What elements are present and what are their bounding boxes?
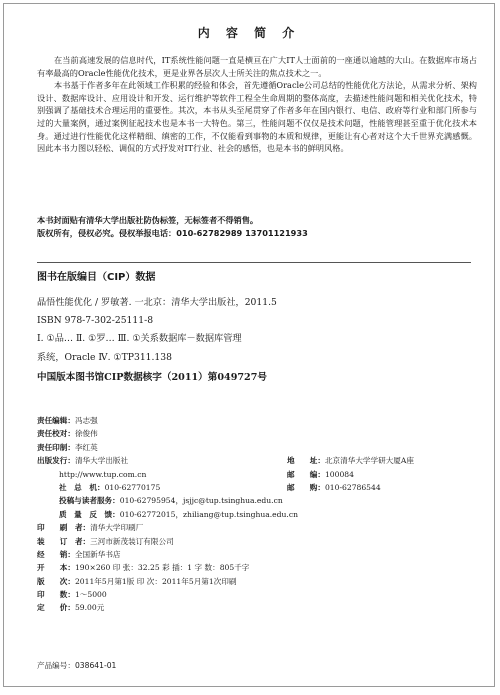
product-number: 产品编号：038641-01 [37, 661, 117, 670]
colophon-label: 责任校对： [37, 429, 75, 439]
colophon-label: 开 本： [37, 563, 75, 573]
colophon-value: 北京清华大学学研大厦A座 [324, 456, 414, 466]
colophon-value: 010-62772015，zhiliang@tup.tsinghua.edu.cn [119, 509, 298, 519]
colophon-label: 印 刷 者： [37, 523, 91, 533]
copyright-page [3, 3, 495, 687]
colophon-label: 责任编辑： [37, 416, 75, 425]
summary-paragraph: 本书基于作者多年在此领域工作积累的经验和体会，首先遵循Oracle公司总结的性能优化方法论，从需求分析、架构设计、数据库设计、应用设计和开发、运行维护等软件工程全生命周期的整体高度，去描述性能问题和相关优化技术，特别强调了基础技术合理运用的重要性。其次，本书从头至尾贯穿了作者多年在国内银行、电信、政府等行业和部门所参与过的大量案例，通过案例征起技术也是本书一大特色。第三，性能问题不仅仅是技术问题，性能管理甚至重于优化技术本身。通过进行性能优化这样精细、缜密的工作，不仅能看到事物的本质和规律，更能让有心者对这个大千世界充满感慨。因此本书力图以轻松、调侃的方式抒发对IT行业、社会的感悟，也是本书的鲜明风格。 [37, 80, 477, 154]
colophon-label: 邮 编： [287, 469, 325, 479]
piracy-report-line: 版权所有，侵权必究。侵权举报电话：010-62782989 13701121933 [37, 227, 308, 238]
colophon-value: 59.00元 [74, 603, 105, 613]
colophon-row [37, 481, 477, 494]
colophon-label: 投稿与读者服务： [59, 496, 120, 506]
cip-line: 晶悟性能优化 / 罗敏著. 一北京：清华大学出版社，2011.5 [37, 297, 277, 308]
colophon-row [37, 414, 477, 427]
colophon-label: 印 数： [37, 590, 75, 600]
colophon-value: 徐俊伟 [74, 429, 98, 439]
summary-paragraph: 在当前高速发展的信息时代，IT系统性能问题一直是横亘在广大IT人士面前的一座通以逾越的大山。在数据库市场占有率最高的Oracle性能优化技术，更是业界各层次人士所关注的焦点技术之一。 [37, 55, 477, 78]
colophon-value: 2011年5月第1版 印 次：2011年5月第1次印刷 [74, 576, 237, 586]
colophon-value: 010-62770175 [104, 482, 161, 492]
colophon-row [37, 561, 477, 574]
colophon-row [37, 521, 477, 534]
divider [37, 262, 471, 263]
colophon-value: 010-62795954，jsjjc@tup.tsinghua.edu.cn [119, 496, 283, 506]
colophon-label: 版 次： [37, 576, 75, 586]
colophon-label: 质 量 反 馈： [59, 509, 120, 519]
colophon-row [37, 494, 477, 507]
cip-record-number: 中国版本图书馆CIP数据核字（2011）第049727号 [37, 371, 267, 383]
colophon-label: 定 价： [37, 603, 75, 613]
colophon-row [37, 427, 477, 440]
colophon-row [37, 601, 477, 614]
colophon-label: 社 总 机： [59, 482, 105, 492]
colophon-row [37, 588, 477, 601]
colophon-row [37, 468, 477, 481]
colophon-label: 邮 购： [287, 482, 325, 492]
content-summary [37, 54, 477, 155]
colophon-label: 经 销： [37, 549, 75, 559]
colophon-value: 全国新华书店 [74, 549, 121, 559]
page-title: 内 容 简 介 [197, 26, 301, 40]
colophon-row [37, 535, 477, 548]
colophon-label: 地 址： [287, 456, 325, 466]
colophon-value: 010-62786544 [324, 482, 381, 492]
anti-counterfeit-notice: 本书封面贴有清华大学出版社防伪标签，无标签者不得销售。 [37, 215, 259, 225]
colophon-value: 1～5000 [74, 590, 107, 600]
colophon-label: 出版发行： [37, 456, 75, 466]
cip-line: Ⅰ. ①品… Ⅱ. ①罗… Ⅲ. ①关系数据库－数据库管理 [37, 333, 242, 345]
colophon-value: 三河市新茂装订有限公司 [90, 536, 174, 546]
colophon-row [37, 575, 477, 588]
colophon-value: 清华大学出版社 [74, 456, 129, 466]
colophon-value: 冯志强 [74, 416, 98, 425]
colophon [37, 414, 477, 615]
colophon-row [37, 508, 477, 521]
colophon-value: 清华大学印刷厂 [90, 523, 144, 533]
cip-heading: 图书在版编目（CIP）数据 [37, 272, 156, 283]
colophon-label: 装 订 者： [37, 536, 91, 546]
publisher-website: http://www.tup.com.cn [59, 469, 147, 479]
colophon-row [37, 454, 477, 467]
copyright-notice [37, 214, 477, 239]
colophon-row [37, 548, 477, 561]
cip-isbn: ISBN 978-7-302-25111-8 [37, 315, 154, 327]
colophon-label: 责任印制： [37, 442, 75, 452]
cip-line: 系统，Oracle Ⅳ. ①TP311.138 [37, 351, 172, 363]
colophon-value: 100084 [324, 469, 354, 479]
colophon-value: 190×260 印 张：32.25 彩 插：1 字 数：805千字 [74, 563, 250, 573]
colophon-value: 李红英 [74, 442, 98, 452]
colophon-row [37, 441, 477, 454]
cip-data [37, 294, 477, 387]
